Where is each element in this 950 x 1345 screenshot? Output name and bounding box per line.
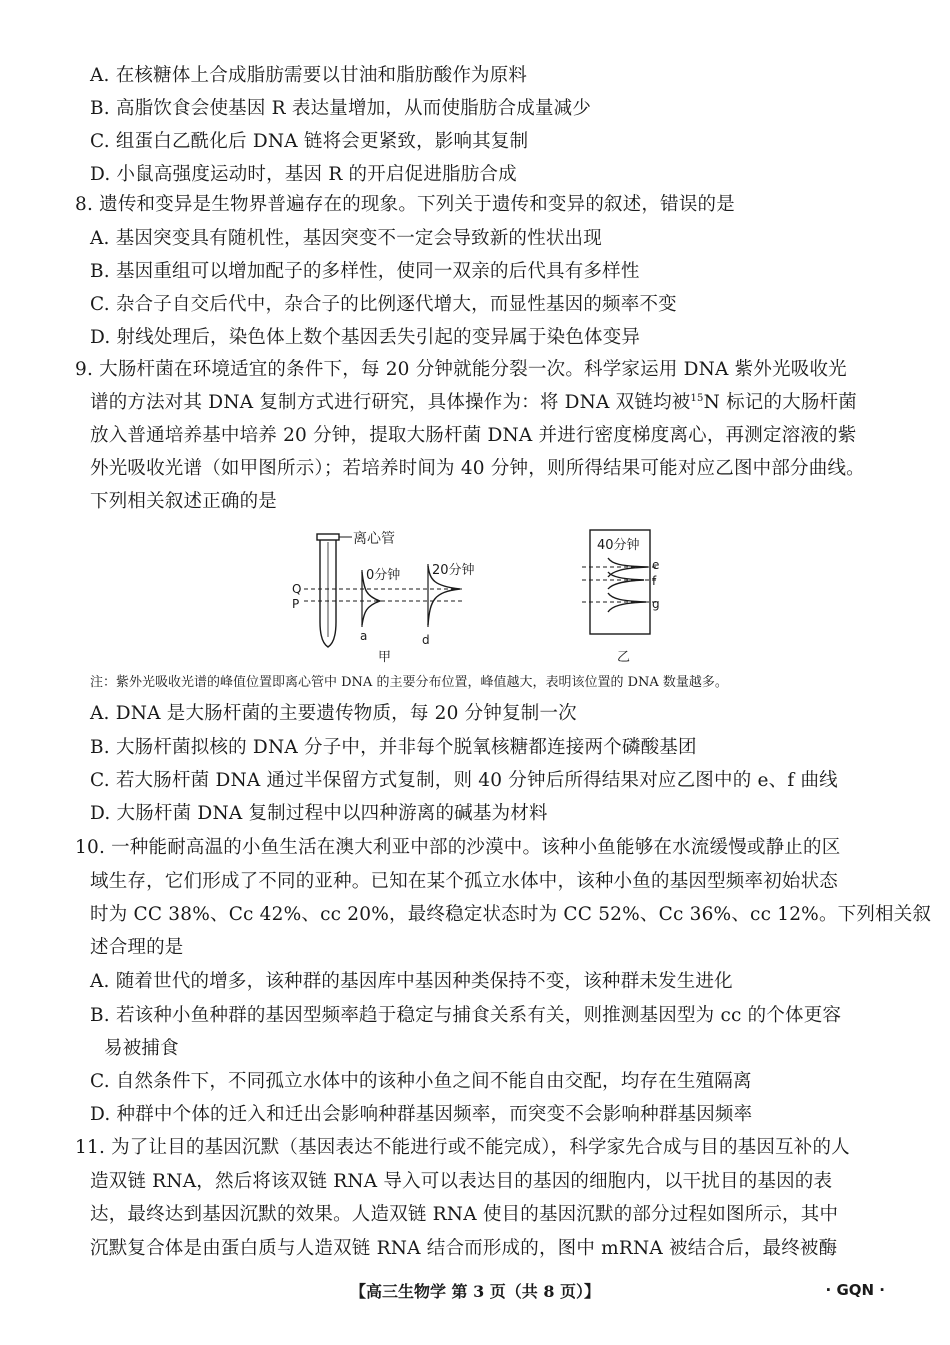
band-p-label: P	[292, 597, 300, 611]
q8-option-a: A. 基因突变具有随机性，基因突变不一定会导致新的性状出现	[90, 228, 602, 249]
q11-line-1: 11. 为了让目的基因沉默（基因表达不能进行或不能完成），科学家先合成与目的基因互补的人	[75, 1137, 850, 1158]
band-q-label: Q	[292, 582, 302, 596]
q10-stem-line-3: 时为 CC 38%、Cc 42%、cc 20%，最终稳定状态时为 CC 52%、Cc 36%、cc 12%。下列相关叙	[90, 904, 932, 925]
q10-stem-line-4: 述合理的是	[90, 937, 184, 958]
q9-stem-line-3: 放入普通培养基中培养 20 分钟，提取大肠杆菌 DNA 并进行密度梯度离心，再测定溶液的紫	[90, 425, 857, 446]
curve-d-label: d	[422, 633, 430, 647]
q11-line-4: 沉默复合体是由蛋白质与人造双链 RNA 结合而形成的，图中 mRNA 被结合后，最终被酶	[90, 1238, 838, 1259]
q9-stem-line-2b: N 标记的大肠杆菌	[703, 392, 857, 413]
curve-e-label: e	[652, 558, 660, 572]
q9-option-c: C. 若大肠杆菌 DNA 通过半保留方式复制，则 40 分钟后所得结果对应乙图中的 e、f 曲线	[90, 770, 838, 791]
q10-option-b-line-1: B. 若该种小鱼种群的基因型频率趋于稳定与捕食关系有关，则推测基因型为 cc 的个体更容	[90, 1005, 842, 1026]
centrifuge-tube	[317, 534, 339, 647]
q11-line-3: 达，最终达到基因沉默的效果。人造双链 RNA 使目的基因沉默的部分过程如图所示，其中	[90, 1204, 839, 1225]
q8-stem: 8. 遗传和变异是生物界普遍存在的现象。下列关于遗传和变异的叙述，错误的是	[75, 194, 735, 215]
q10-stem-line-2: 域生存，它们形成了不同的亚种。已知在某个孤立水体中，该种小鱼的基因型频率初始状态	[90, 871, 839, 892]
q7-option-c: C. 组蛋白乙酰化后 DNA 链将会更紧致，影响其复制	[90, 131, 529, 152]
footer-code: · GQN ·	[825, 1281, 885, 1299]
caption-yi: 乙	[617, 650, 631, 665]
q9-stem-line-5: 下列相关叙述正确的是	[90, 491, 278, 512]
q9-stem-line-2a: 谱的方法对其 DNA 复制方式进行研究，具体操作为：将 DNA 双链均被	[90, 392, 691, 413]
curve-f-label: f	[652, 574, 657, 588]
q9-option-d: D. 大肠杆菌 DNA 复制过程中以四种游离的碱基为材料	[90, 803, 548, 824]
q11-line-2: 造双链 RNA，然后将该双链 RNA 导入可以表达目的基因的细胞内，以干扰目的基因的表	[90, 1171, 833, 1192]
q8-option-d: D. 射线处理后，染色体上数个基因丢失引起的变异属于染色体变异	[90, 327, 641, 348]
q7-option-b: B. 高脂饮食会使基因 R 表达量增加，从而使脂肪合成量减少	[90, 98, 592, 119]
q9-figure	[280, 522, 680, 670]
q7-option-a: A. 在核糖体上合成脂肪需要以甘油和脂肪酸作为原料	[90, 65, 528, 86]
curve-a-label: a	[360, 629, 368, 643]
q10-option-a: A. 随着世代的增多，该种群的基因库中基因种类保持不变，该种群未发生进化	[90, 971, 733, 992]
label-40min: 40分钟	[597, 538, 640, 553]
q10-option-b-line-2: 易被捕食	[104, 1038, 179, 1059]
q9-stem-line-2	[90, 391, 857, 415]
q9-option-a: A. DNA 是大肠杆菌的主要遗传物质，每 20 分钟复制一次	[90, 703, 577, 724]
q9-stem-line-1: 9. 大肠杆菌在环境适宜的条件下，每 20 分钟就能分裂一次。科学家运用 DNA 紫外光吸收光	[75, 359, 847, 380]
q8-option-b: B. 基因重组可以增加配子的多样性，使同一双亲的后代具有多样性	[90, 261, 640, 282]
q7-option-d: D. 小鼠高强度运动时，基因 R 的开启促进脂肪合成	[90, 164, 517, 185]
curve-g-label: g	[652, 597, 660, 611]
q9-note: 注：紫外光吸收光谱的峰值位置即离心管中 DNA 的主要分布位置，峰值越大，表明该位置的 DNA 数量越多。	[90, 675, 728, 690]
label-0min: 0分钟	[366, 568, 401, 583]
label-20min: 20分钟	[432, 563, 475, 578]
q9-option-b: B. 大肠杆菌拟核的 DNA 分子中，并非每个脱氧核糖都连接两个磷酸基团	[90, 737, 697, 758]
q10-stem-line-1: 10. 一种能耐高温的小鱼生活在澳大利亚中部的沙漠中。该种小鱼能够在水流缓慢或静止的区	[75, 837, 841, 858]
caption-jia: 甲	[378, 650, 392, 665]
page-footer: 【高三生物学 第 3 页（共 8 页）】	[349, 1282, 601, 1301]
q10-option-c: C. 自然条件下，不同孤立水体中的该种小鱼之间不能自由交配，均存在生殖隔离	[90, 1071, 752, 1092]
q10-option-d: D. 种群中个体的迁入和迁出会影响种群基因频率，而突变不会影响种群基因频率	[90, 1104, 753, 1125]
q9-stem-line-4: 外光吸收光谱（如甲图所示）；若培养时间为 40 分钟，则所得结果可能对应乙图中部分曲线。	[90, 458, 865, 479]
tube-label: 离心管	[353, 531, 395, 547]
q8-option-c: C. 杂合子自交后代中，杂合子的比例逐代增大，而显性基因的频率不变	[90, 294, 677, 315]
isotope-superscript: 15	[690, 393, 704, 404]
